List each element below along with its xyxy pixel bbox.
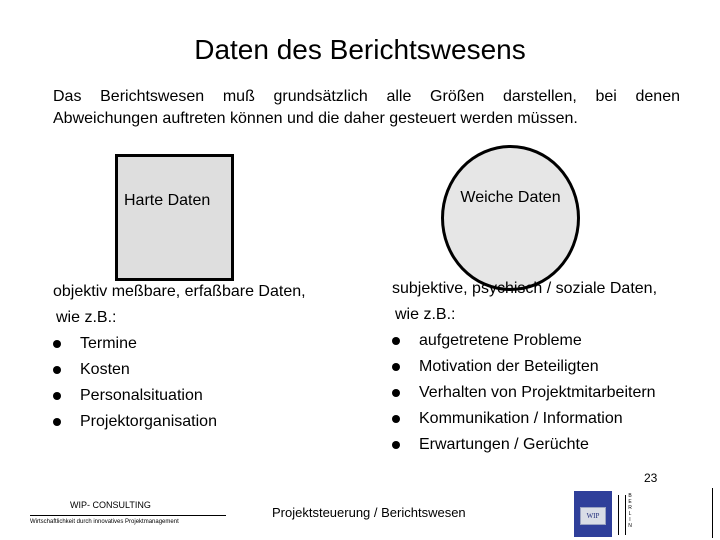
intro-paragraph: [53, 86, 680, 130]
footer-divider: [30, 515, 226, 516]
logo-letter: B: [628, 493, 632, 499]
list-item: [392, 354, 657, 380]
logo-letter: L: [628, 511, 632, 517]
soft-data-list: [392, 328, 657, 458]
soft-data-label: Weiche Daten: [460, 189, 561, 206]
list-item-text: Termine: [80, 335, 137, 352]
logo-text: WIP: [580, 507, 606, 525]
bullet-icon: [53, 418, 61, 426]
hard-data-box: [115, 154, 234, 281]
list-item: [53, 331, 306, 357]
list-item: [392, 328, 657, 354]
footer-company: WIP- CONSULTING: [70, 500, 151, 510]
list-item-text: Kosten: [80, 361, 130, 378]
wip-logo-icon: [574, 491, 636, 537]
footer-right-divider: [712, 488, 713, 538]
page-number: 23: [644, 471, 658, 485]
soft-data-ellipse: [441, 145, 580, 291]
bullet-icon: [392, 441, 400, 449]
logo-letter: N: [628, 523, 632, 529]
hard-data-heading: objektiv meßbare, erfaßbare Daten,: [53, 283, 306, 300]
logo-letter: R: [628, 505, 632, 511]
bullet-icon: [53, 392, 61, 400]
hard-data-sub: wie z.B.:: [56, 309, 117, 326]
list-item-text: aufgetretene Probleme: [419, 332, 582, 349]
soft-data-heading: subjektive, psychisch / soziale Daten,: [392, 280, 658, 297]
hard-data-list: [53, 331, 306, 435]
soft-data-column: [392, 276, 657, 458]
list-item: [53, 383, 306, 409]
footer-section-title: Projektsteuerung / Berichtswesen: [272, 505, 466, 520]
list-item-text: Erwartungen / Gerüchte: [419, 436, 589, 453]
logo-letters: [626, 493, 634, 529]
bullet-icon: [392, 337, 400, 345]
bullet-icon: [392, 389, 400, 397]
intro-line-2: Abweichungen auftreten können und die daher gesteuert werden müssen.: [53, 110, 578, 127]
soft-data-sub: wie z.B.:: [395, 306, 456, 323]
bullet-icon: [392, 415, 400, 423]
logo-strip: [618, 495, 626, 535]
bullet-icon: [392, 363, 400, 371]
footer-slogan: Wirtschaftlichkeit durch innovatives Projektmanagement: [30, 519, 179, 525]
bullet-icon: [53, 340, 61, 348]
bullet-icon: [53, 366, 61, 374]
list-item-text: Kommunikation / Information: [419, 410, 623, 427]
hard-data-label: Harte Daten: [124, 192, 211, 209]
page-title: Daten des Berichtswesens: [194, 34, 526, 65]
list-item: [392, 380, 657, 406]
list-item: [392, 406, 657, 432]
list-item-text: Personalsituation: [80, 387, 203, 404]
list-item: [53, 357, 306, 383]
list-item: [392, 432, 657, 458]
list-item-text: Projektorganisation: [80, 413, 217, 430]
logo-letter: E: [628, 499, 632, 505]
list-item-text: Verhalten von Projektmitarbeitern: [419, 384, 656, 401]
list-item-text: Motivation der Beteiligten: [419, 358, 599, 375]
logo-letter: I: [629, 517, 631, 523]
intro-line-1: Das Berichtswesen muß grundsätzlich alle Größen darstellen, bei denen: [53, 88, 680, 105]
hard-data-column: [53, 279, 306, 435]
list-item: [53, 409, 306, 435]
